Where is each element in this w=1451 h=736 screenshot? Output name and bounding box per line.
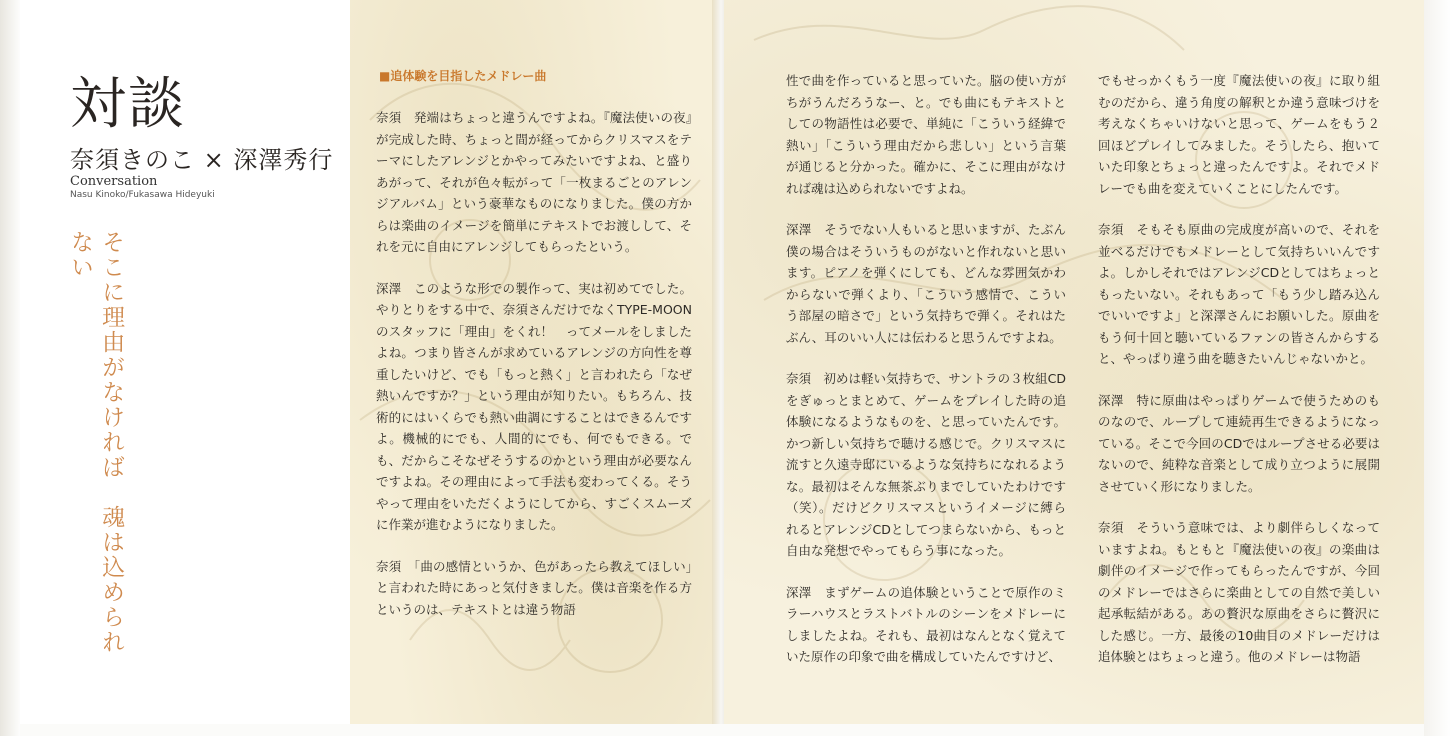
bottom-edge <box>20 724 1424 736</box>
participant-names-romaji: Nasu Kinoko/Fukasawa Hideyuki <box>70 190 215 200</box>
text-column-3 <box>1098 70 1380 688</box>
page-title: 対談 <box>70 72 186 137</box>
right-edge <box>1424 0 1451 736</box>
left-edge <box>0 0 20 736</box>
paragraph: 深澤 特に原曲はやっぱりゲームで使うためのものなので、ループして連続再生できるようになっている。そこで今回のCDではループさせる必要はないので、純粋な音楽として成り立つように展開させていく形になりました。 <box>1098 392 1380 494</box>
text-column-1 <box>376 107 692 640</box>
paragraph: 奈須 そもそも原曲の完成度が高いので、それを並べるだけでもメドレーとして気持ちいいんですよ。しかしそれではアレンジCDとしてはちょっともったいない。それもあって「もう少し踏み込んでいいですよ」と深澤さんにお願いした。原曲をもう何十回と聴いているファンの皆さんからすると、やっぱり違う曲を聴きたいんじゃないかと。 <box>1098 222 1380 366</box>
paragraph: 深澤 まずゲームの追体験ということで原作のミラーハウスとラストバトルのシーンをメドレーにしましたよね。それも、最初はなんとなく覚えていた原作の印象で曲を構成していたんですけど、 <box>786 584 1066 664</box>
paragraph: 性で曲を作っていると思っていた。脳の使い方がちがうんだろうなー、と。でも曲にもテキストとしての物語性は必要で、単純に「こういう経緯で熱い」「こういう理由だから悲しい」という言葉が通じると分かった。確かに、そこに理由がなければ魂は込められないですよね。 <box>786 73 1066 196</box>
paragraph: 深澤 このような形での製作って、実は初めてでした。やりとりをする中で、奈須さんだけでなくTYPE-MOONのスタッフに「理由」をくれ！ ってメールをしましたよね。つまり皆さんが求めているアレンジの方向性を尊重したいけど、でも「もっと熱く」と言われたら「なぜ熱いんですか？」という理由が知りたい。もちろん、技術的にはいくらでも熱い曲調にすることはできるんですよ。機械的にでも、人間的にでも、何でもできる。でも、だからこそなぜそうするのかという理由が必要なんですよね。その理由によって手法も変わってくる。そうやって理由をいただくようにしてから、すごくスムーズに作業が進むようになりました。 <box>376 280 692 532</box>
paragraph: 奈須 そういう意味では、より劇伴らしくなっていますよね。もともと『魔法使いの夜』の楽曲は劇伴のイメージで作ってもらったんですが、今回のメドレーではさらに楽曲としての自然で美しい起承転結がある。あの贅沢な原曲をさらに贅沢にした感じ。一方、最後の10曲目のメドレーだけは追体験とはちょっと違う。他のメドレーは物語 <box>1098 520 1380 664</box>
vertical-tagline: そこに理由がなければ 魂は込められない <box>67 230 125 655</box>
paragraph: 深澤 そうでない人もいると思いますが、たぶん僕の場合はそういうものがないと作れないと思います。ピアノを弾くにしても、どんな雰囲気かわからないで弾くより、「こういう感情で、こういう部屋の暗さで」という気持ちで弾く。それはたぶん、耳のいい人には伝わると思うんですよね。 <box>786 222 1066 345</box>
text-column-2 <box>786 70 1066 688</box>
paragraph: 奈須 「曲の感情というか、色があったら教えてほしい」と言われた時にあっと気付きました。僕は音楽を作る方というのは、テキストとは違う物語 <box>376 558 692 617</box>
section-heading: ■追体験を目指したメドレー曲 <box>379 69 547 83</box>
paragraph: 奈須 発端はちょっと違うんですよね。『魔法使いの夜』が完成した時、ちょっと間が経ってからクリスマスをテーマにしたアレンジとかやってみたいですよね、と盛りあがって、それが色々転がって「一枚まるごとのアレンジアルバム」という豪華なものになりました。僕の方からは楽曲のイメージを簡単にテキストでお渡しして、それを元に自由にアレンジしてもらったという。 <box>376 110 692 254</box>
conversation-label: Conversation <box>70 174 158 189</box>
paragraph: でもせっかくもう一度『魔法使いの夜』に取り組むのだから、違う角度の解釈とか違う意味づけを考えなくちゃいけないと思って、ゲームをもう２回ほどプレイしてみました。そうしたら、抱いていた印象とちょっと違ったんですよ。それでメドレーでも曲を変えていくことにしたんです。 <box>1098 73 1380 196</box>
paragraph: 奈須 初めは軽い気持ちで、サントラの３枚組CDをぎゅっとまとめて、ゲームをプレイした時の追体験になるようなものを、と思っていたんです。かつ新しい気持ちで聴ける感じで。クリスマスに流すと久遠寺邸にいるような気持ちになれるような。最初はそんな無茶ぶりまでしていたわけです（笑）。だけどクリスマスというイメージに縛られるとアレンジCDとしてつまらないから、もっと自由な発想でやってもらう事になった。 <box>786 371 1066 558</box>
participant-names: 奈須きのこ × 深澤秀行 <box>70 146 334 174</box>
